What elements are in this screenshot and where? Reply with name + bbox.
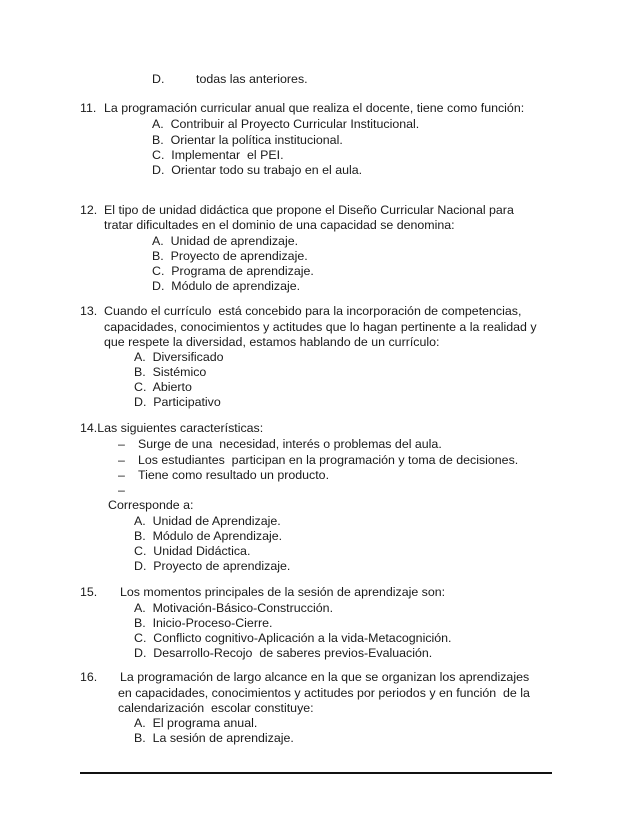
q13-option-c: C. Abierto <box>134 380 192 394</box>
q16-stem-line-2: en capacidades, conocimientos y actitudes por periodos y en función de la <box>118 686 530 700</box>
q12-option-a: A. Unidad de aprendizaje. <box>152 234 299 248</box>
q11-number: 11. <box>80 101 97 115</box>
q11-stem: La programación curricular anual que realiza el docente, tiene como función: <box>104 101 525 115</box>
q14-bullet-dash-3: – <box>118 468 125 482</box>
q15-option-d: D. Desarrollo-Recojo de saberes previos-Evaluación. <box>134 646 433 660</box>
q15-option-c: C. Conflicto cognitivo-Aplicación a la vida-Metacognición. <box>134 631 452 645</box>
q11-option-c: C. Implementar el PEI. <box>152 148 284 162</box>
q15-option-a: A. Motivación-Básico-Construcción. <box>134 601 334 615</box>
q14-stem: 14.Las siguientes características: <box>80 421 264 435</box>
q14-option-c: C. Unidad Didáctica. <box>134 544 251 558</box>
q16-stem-line-1: La programación de largo alcance en la que se organizan los aprendizajes <box>120 670 530 684</box>
q16-option-b: B. La sesión de aprendizaje. <box>134 731 294 745</box>
q16-stem-line-3: calendarización escolar constituye: <box>118 701 314 715</box>
q12-number: 12. <box>80 203 98 217</box>
q12-option-b: B. Proyecto de aprendizaje. <box>152 249 308 263</box>
q14-option-a: A. Unidad de Aprendizaje. <box>134 514 281 528</box>
q12-option-d: D. Módulo de aprendizaje. <box>152 279 301 293</box>
q14-corresponde-label: Corresponde a: <box>108 498 194 512</box>
q13-stem-line-3: que respete la diversidad, estamos hablando de un currículo: <box>104 335 440 349</box>
q12-option-c: C. Programa de aprendizaje. <box>152 264 314 278</box>
q14-bullet-3: Tiene como resultado un producto. <box>138 468 330 482</box>
q14-bullet-dash-1: – <box>118 437 125 451</box>
q12-stem-line-1: El tipo de unidad didáctica que propone el Diseño Curricular Nacional para <box>104 203 514 217</box>
q14-bullet-2: Los estudiantes participan en la programación y toma de decisiones. <box>138 453 519 467</box>
q14-option-b: B. Módulo de Aprendizaje. <box>134 529 283 543</box>
q11-option-b: B. Orientar la política institucional. <box>152 133 343 147</box>
q13-option-b: B. Sistémico <box>134 365 207 379</box>
q13-option-a: A. Diversificado <box>134 350 224 364</box>
q15-option-b: B. Inicio-Proceso-Cierre. <box>134 616 273 630</box>
q13-option-d: D. Participativo <box>134 395 221 409</box>
q13-stem-line-2: capacidades, conocimientos y actitudes que lo hagan pertinente a la realidad y <box>104 320 537 334</box>
q13-stem-line-1: Cuando el currículo está concebido para la incorporación de competencias, <box>104 304 522 318</box>
q12-stem-line-2: tratar dificultades en el dominio de una capacidad se denomina: <box>104 218 455 232</box>
q10-option-d-text: todas las anteriores. <box>196 72 308 86</box>
q15-stem: Los momentos principales de la sesión de aprendizaje son: <box>120 585 446 599</box>
q14-bullet-1: Surge de una necesidad, interés o problemas del aula. <box>138 437 442 451</box>
q13-number: 13. <box>80 304 98 318</box>
q11-option-a: A. Contribuir al Proyecto Curricular Institucional. <box>152 117 420 131</box>
footer-rule <box>80 772 552 774</box>
q15-number: 15. <box>80 585 98 599</box>
q10-option-d-letter: D. <box>152 72 165 86</box>
q14-bullet-dash-4: – <box>118 483 125 497</box>
q14-bullet-dash-2: – <box>118 453 125 467</box>
q16-option-a: A. El programa anual. <box>134 716 258 730</box>
q16-number: 16. <box>80 670 98 684</box>
q11-option-d: D. Orientar todo su trabajo en el aula. <box>152 163 363 177</box>
q14-option-d: D. Proyecto de aprendizaje. <box>134 559 291 573</box>
